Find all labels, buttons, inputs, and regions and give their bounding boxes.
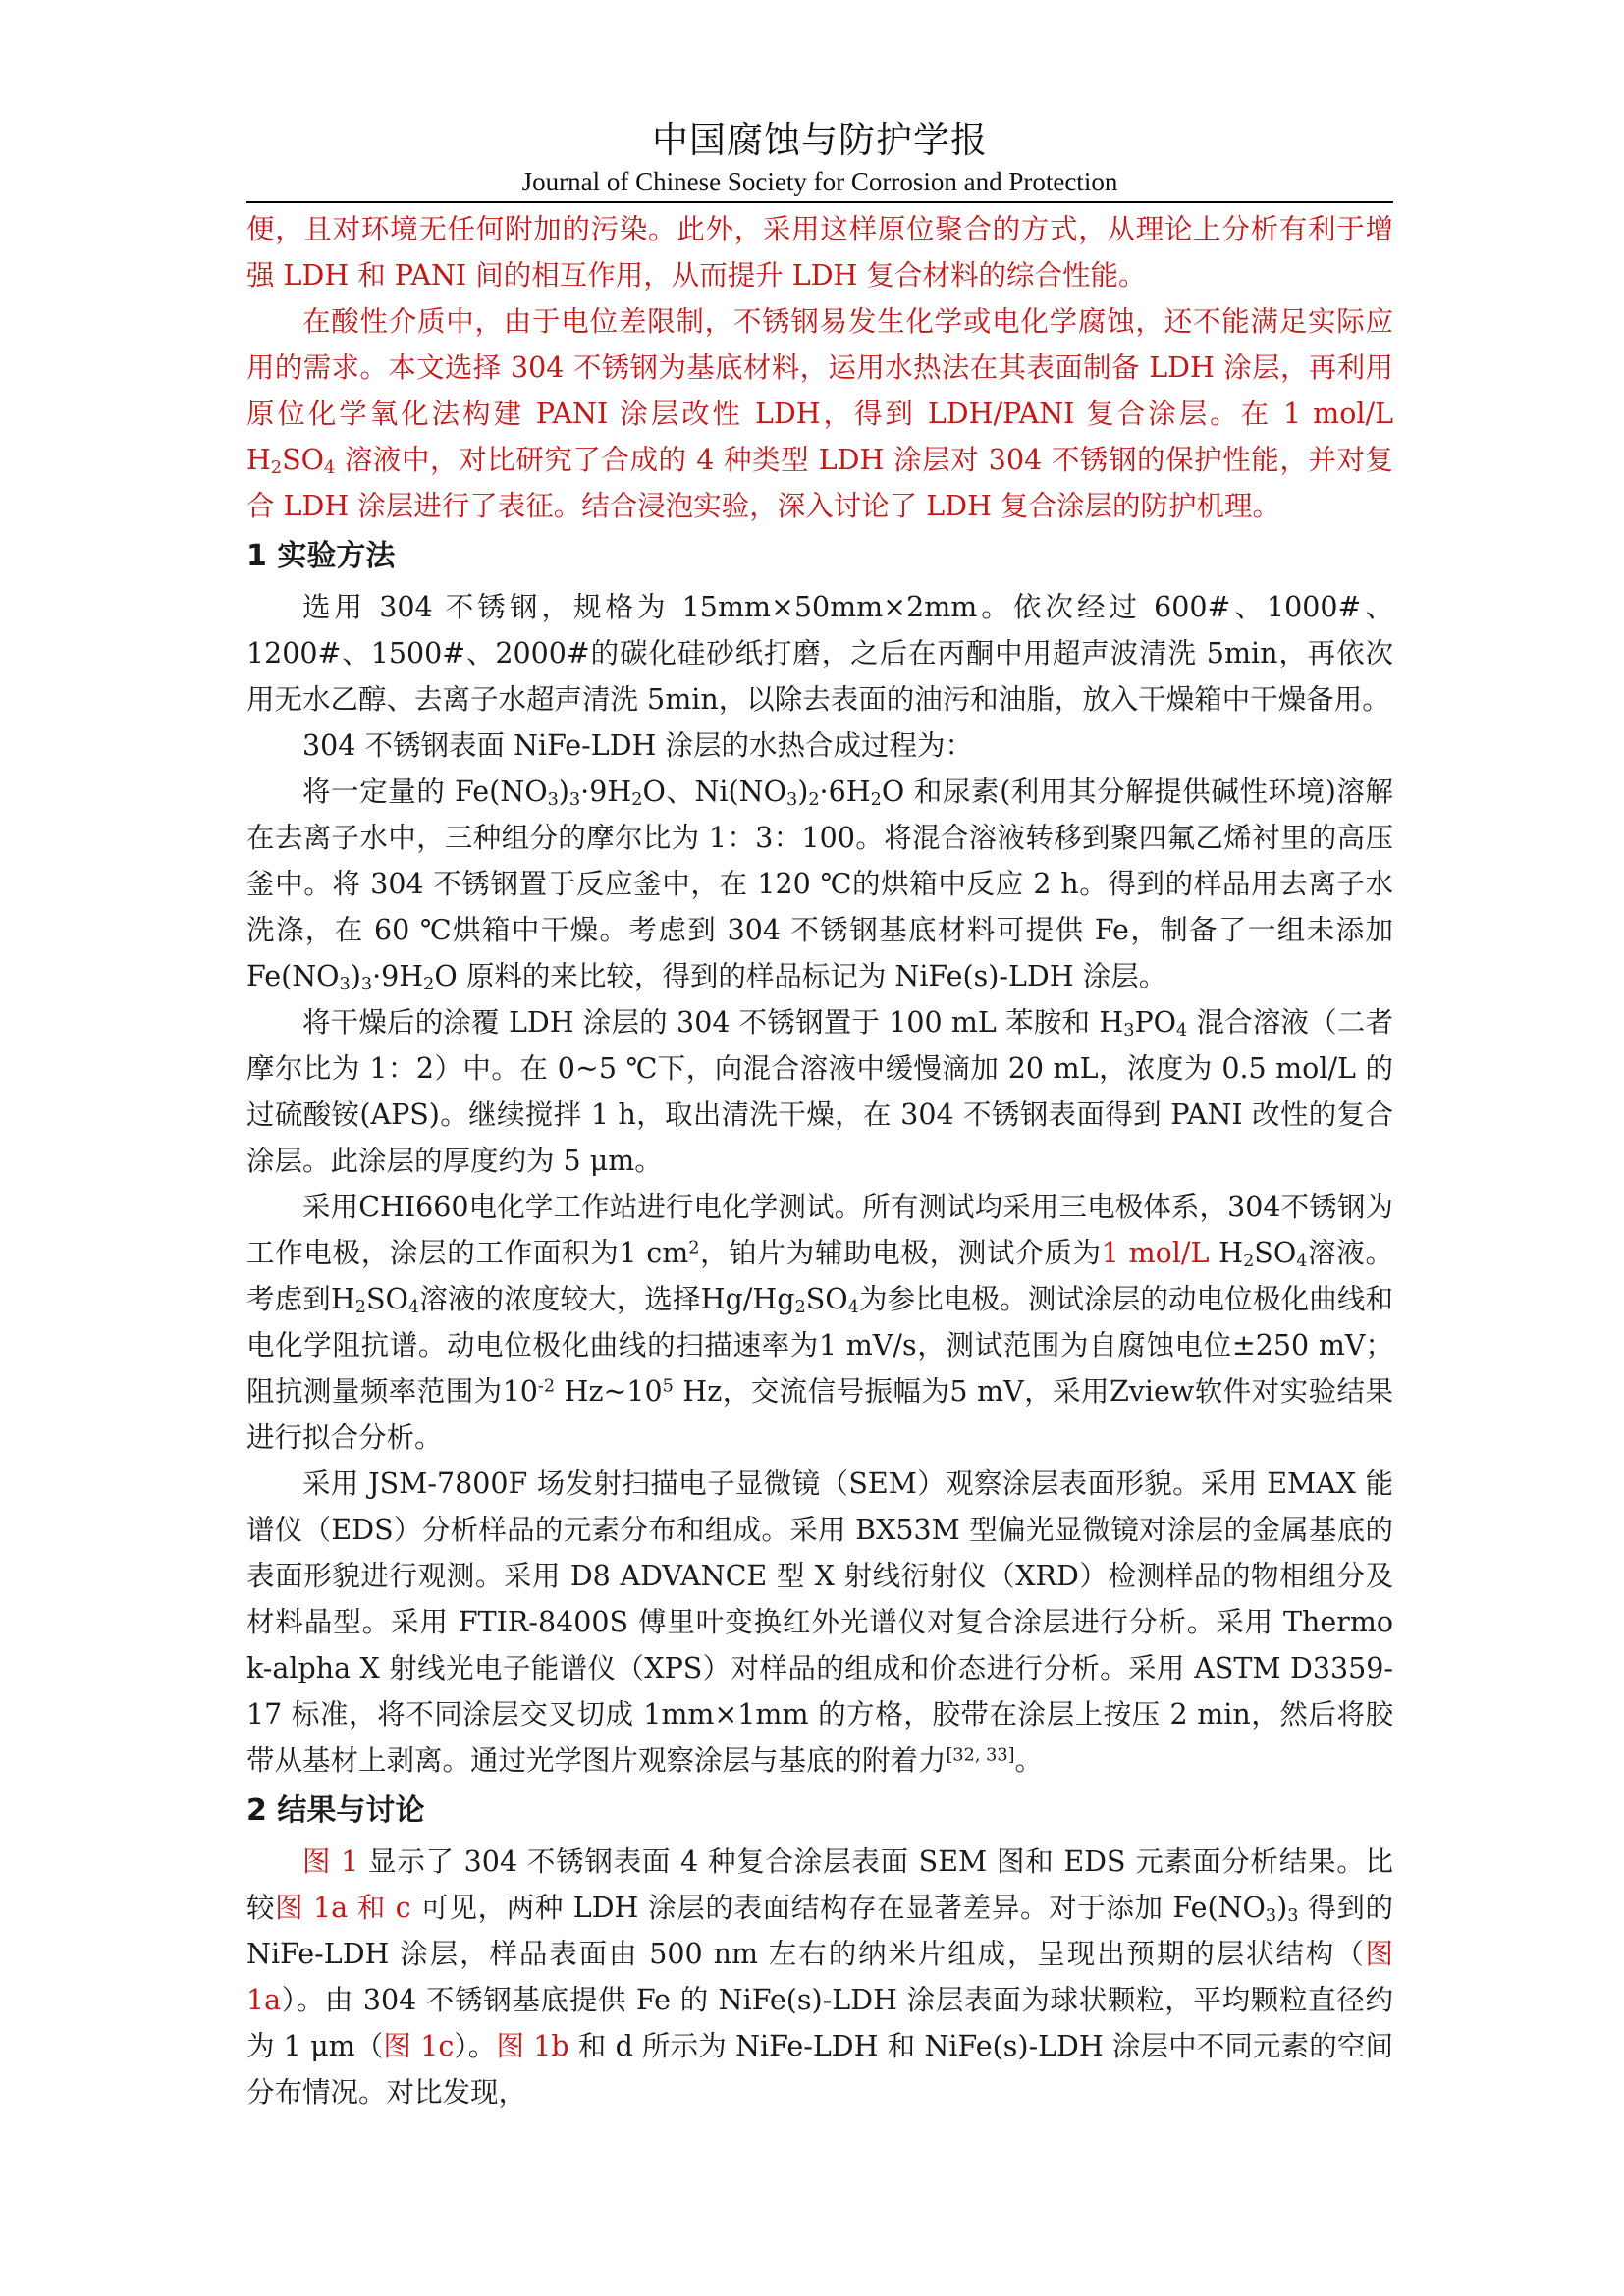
- paragraph-intro-end: 便，且对环境无任何附加的污染。此外，采用这样原位聚合的方式，从理论上分析有利于增强 LDH 和 PANI 间的相互作用，从而提升 LDH 复合材料的综合性能。: [246, 213, 1393, 292]
- paragraph-objective: 在酸性介质中，由于电位差限制，不锈钢易发生化学或电化学腐蚀，还不能满足实际应用的需求。本文选择 304 不锈钢为基底材料，运用水热法在其表面制备 LDH 涂层，再利用原位化学氧化法构建 PANI 涂层改性 LDH，得到 LDH/PANI 复合涂层。在 1 mol/L $H_2SO_4$ 溶液中，对比研究了合成的 4 种类型 LDH 涂层对 304 不锈钢的保护性能，并对复合 LDH 涂层进行了表征。结合浸泡实验，深入讨论了 LDH 复合涂层的防护机理。: [246, 305, 1393, 522]
- paragraph-synthesis-intro: 304 不锈钢表面 NiFe-LDH 涂层的水热合成过程为：: [302, 729, 973, 762]
- header-rule: [246, 201, 1393, 203]
- paragraph-characterization: 采用 JSM-7800F 场发射扫描电子显微镜（SEM）观察涂层表面形貌。采用 EMAX 能谱仪（EDS）分析样品的元素分布和组成。采用 BX53M 型偏光显微镜对涂层的金属基底的表面形貌进行观测。采用 D8 ADVANCE 型 X 射线衍射仪（XRD）检测样品的物相组分及材料晶型。采用 FTIR-8400S 傅里叶变换红外光谱仪对复合涂层进行分析。采用 Thermo k-alpha X 射线光电子能谱仪（XPS）对样品的组成和价态进行分析。采用 ASTM D3359-17 标准，将不同涂层交叉切成 1mm×1mm 的方格，胶带在涂层上按压 2 min，然后将胶带从基材上剥离。通过光学图片观察涂层与基底的附着力[32, 33]。: [246, 1468, 1393, 1777]
- paragraph-hydrothermal: 将一定量的 $Fe(NO_3)_3\cdot 9H_2O$、$Ni(NO_3)_2\cdot 6H_2O$ 和尿素(利用其分解提供碱性环境)溶解在去离子水中，三种组分的摩尔比为 1：3：100。将混合溶液转移到聚四氟乙烯衬里的高压釜中。将 304 不锈钢置于反应釜中，在 120 ℃的烘箱中反应 2 h。得到的样品用去离子水洗涤，在 60 ℃烘箱中干燥。考虑到 304 不锈钢基底材料可提供 Fe，制备了一组未添加 $Fe(NO_3)_3\cdot 9H_2O$ 原料的来比较，得到的样品标记为 NiFe(s)-LDH 涂层。: [246, 775, 1393, 994]
- journal-title-zh: 中国腐蚀与防护学报: [652, 119, 988, 161]
- figure-ref-link[interactable]: 图 1a 和 c: [275, 1892, 411, 1924]
- figure-ref-link[interactable]: 图 1a: [246, 1938, 1393, 2016]
- figure-ref-link[interactable]: 图 1: [302, 1845, 359, 1878]
- journal-title-en: Journal of Chinese Society for Corrosion and Protection: [521, 167, 1118, 196]
- highlight-concentration: 1 mol/L: [1101, 1237, 1210, 1269]
- paragraph-results-sem: 图 1 显示了 304 不锈钢表面 4 种复合涂层表面 SEM 图和 EDS 元素面分析结果。比较图 1a 和 c 可见，两种 LDH 涂层的表面结构存在显著差异。对于添加 $Fe(NO_3)_3$ 得到的 NiFe-LDH 涂层，样品表面由 500 nm 左右的纳米片组成，呈现出预期的层状结构（图 1a）。由 304 不锈钢基底提供 Fe 的 NiFe(s)-LDH 涂层表面为球状颗粒，平均颗粒直径约为 1 μm（图 1c）。图 1b 和 d 所示为 NiFe-LDH 和 NiFe(s)-LDH 涂层中不同元素的空间分布情况。对比发现，: [246, 1845, 1393, 2109]
- citation-ref: [32, 33]: [946, 1745, 1015, 1766]
- page-header: [246, 116, 1393, 198]
- article-body: [246, 206, 1393, 2115]
- paragraph-pani-coating: 将干燥后的涂覆 LDH 涂层的 304 不锈钢置于 100 mL 苯胺和 $H_3PO_4$ 混合溶液（二者摩尔比为 1：2）中。在 0~5 ℃下，向混合溶液中缓慢滴加 20 mL，浓度为 0.5 mol/L 的过硫酸铵(APS)。继续搅拌 1 h，取出清洗干燥，在 304 不锈钢表面得到 PANI 改性的复合涂层。此涂层的厚度约为 5 μm。: [246, 1006, 1393, 1177]
- section-title-results: 2 结果与讨论: [246, 1793, 425, 1828]
- figure-ref-link[interactable]: 图 1c: [383, 2030, 455, 2062]
- section-title-methods: 1 实验方法: [246, 539, 396, 573]
- paragraph-electrochemical: 采用CHI660电化学工作站进行电化学测试。所有测试均采用三电极体系，304不锈钢为工作电极，涂层的工作面积为1 $cm^2$，铂片为辅助电极，测试介质为1 mol/L $H_2SO_4$溶液。考虑到$H_2SO_4$溶液的浓度较大，选择$Hg/Hg_2SO_4$为参比电极。测试涂层的动电位极化曲线和电化学阻抗谱。动电位极化曲线的扫描速率为1 mV/s，测试范围为自腐蚀电位±250 mV；阻抗测量频率范围为$10^{-2}$ $Hz\sim 10^5$ Hz，交流信号振幅为5 mV，采用Zview软件对实验结果进行拟合分析。: [246, 1191, 1393, 1454]
- figure-ref-link[interactable]: 图 1b: [496, 2030, 569, 2062]
- paragraph-substrate-prep: 选用 304 不锈钢，规格为 15mm×50mm×2mm。依次经过 600#、1000#、1200#、1500#、2000#的碳化硅砂纸打磨，之后在丙酮中用超声波清洗 5min，再依次用无水乙醇、去离子水超声清洗 5min，以除去表面的油污和油脂，放入干燥箱中干燥备用。: [246, 591, 1393, 716]
